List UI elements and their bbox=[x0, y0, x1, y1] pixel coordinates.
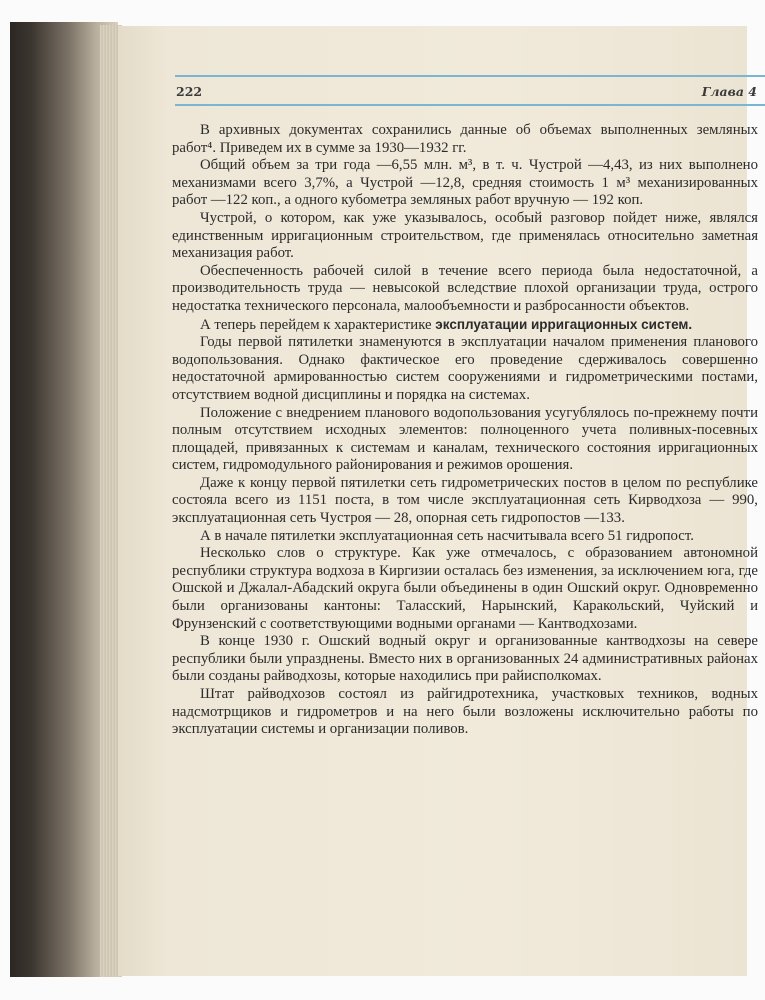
paragraph: Годы первой пятилетки знаменуются в эксплуатации началом применения планового водопользования. Однако фактическое его проведение сдерживалось совершенно недостаточной армированностью систем сооружениями и гидрометрическими постами, отсутствием водной дисциплины и порядка на системах. bbox=[172, 334, 758, 403]
header-rule-top bbox=[175, 75, 765, 77]
running-head-chapter: Глава 4 bbox=[701, 84, 757, 99]
paragraph: В конце 1930 г. Ошский водный округ и организованные кантводхозы на севере республики были упразднены. Вместо них в организованных 24 административных районах были созданы райводхозы, которые находились при райисполкомах. bbox=[172, 633, 758, 685]
paragraph: В архивных документах сохранились данные об объемах выполненных земляных работ⁴. Приведем их в сумме за 1930—1932 гг. bbox=[172, 122, 758, 156]
book-page bbox=[118, 26, 758, 976]
body-text bbox=[172, 122, 758, 739]
bold-phrase: эксплуатации ирригационных систем. bbox=[435, 316, 693, 332]
paragraph: Общий объем за три года —6,55 млн. м³, в т. ч. Чустрой —4,43, из них выполнено механизмами всего 3,7%, а Чустрой —12,8, средняя стоимость 1 м³ механизированных работ —122 коп., а одного кубометра земляных работ вручную — 192 коп. bbox=[172, 157, 758, 209]
paragraph: Положение с внедрением планового водопользования усугублялось по-прежнему почти полным отсутствием исходных элементов: полноценного учета поливных-посевных площадей, привязанных к системам и каналам, технического состояния ирригационных систем, гидромодульного районирования и режимов орошения. bbox=[172, 404, 758, 474]
paragraph: А в начале пятилетки эксплуатационная сеть насчитывала всего 51 гидропост. bbox=[200, 527, 694, 544]
paragraph: Обеспеченность рабочей силой в течение всего периода была недостаточной, а производительность труда — невысокой вследствие плохой организации труда, острого недостатка технического персонала, малообъемности и разбросанности объектов. bbox=[172, 262, 758, 314]
paragraph-with-bold bbox=[172, 316, 758, 335]
page-number: 222 bbox=[176, 84, 203, 99]
paragraph: Штат райводхозов состоял из райгидротехника, участковых техников, водных надсмотрщиков и гидрометров и на него были возложены исключительно работы по эксплуатации системы и организации поливов. bbox=[172, 686, 758, 738]
paragraph: Даже к концу первой пятилетки сеть гидрометрических постов в целом по республике состояла всего из 1151 поста, в том числе эксплуатационная сеть Кирводхоза — 990, эксплуатационная сеть Чустроя — 28, опорная сеть гидропостов —133. bbox=[172, 474, 758, 527]
header-rule-bottom bbox=[175, 104, 765, 106]
paragraph-lead: А теперь перейдем к характеристике bbox=[200, 316, 436, 333]
paragraph: Чустрой, о котором, как уже указывалось, особый разговор пойдет ниже, являлся единственным ирригационным строительством, где применялась относительно заметная механизация работ. bbox=[172, 209, 758, 262]
paragraph: Несколько слов о структуре. Как уже отмечалось, с образованием автономной республики структура водхоза в Киргизии осталась без изменения, за исключением юга, где Ошской и Джалал-Абадский округа были объединены в один Ошский округ. Одновременно были организованы кантоны: Таласский, Нарынский, Каракольский, Чуйский и Фрунзенский с соответствующими водными органами — Кантводхозами. bbox=[172, 545, 758, 632]
